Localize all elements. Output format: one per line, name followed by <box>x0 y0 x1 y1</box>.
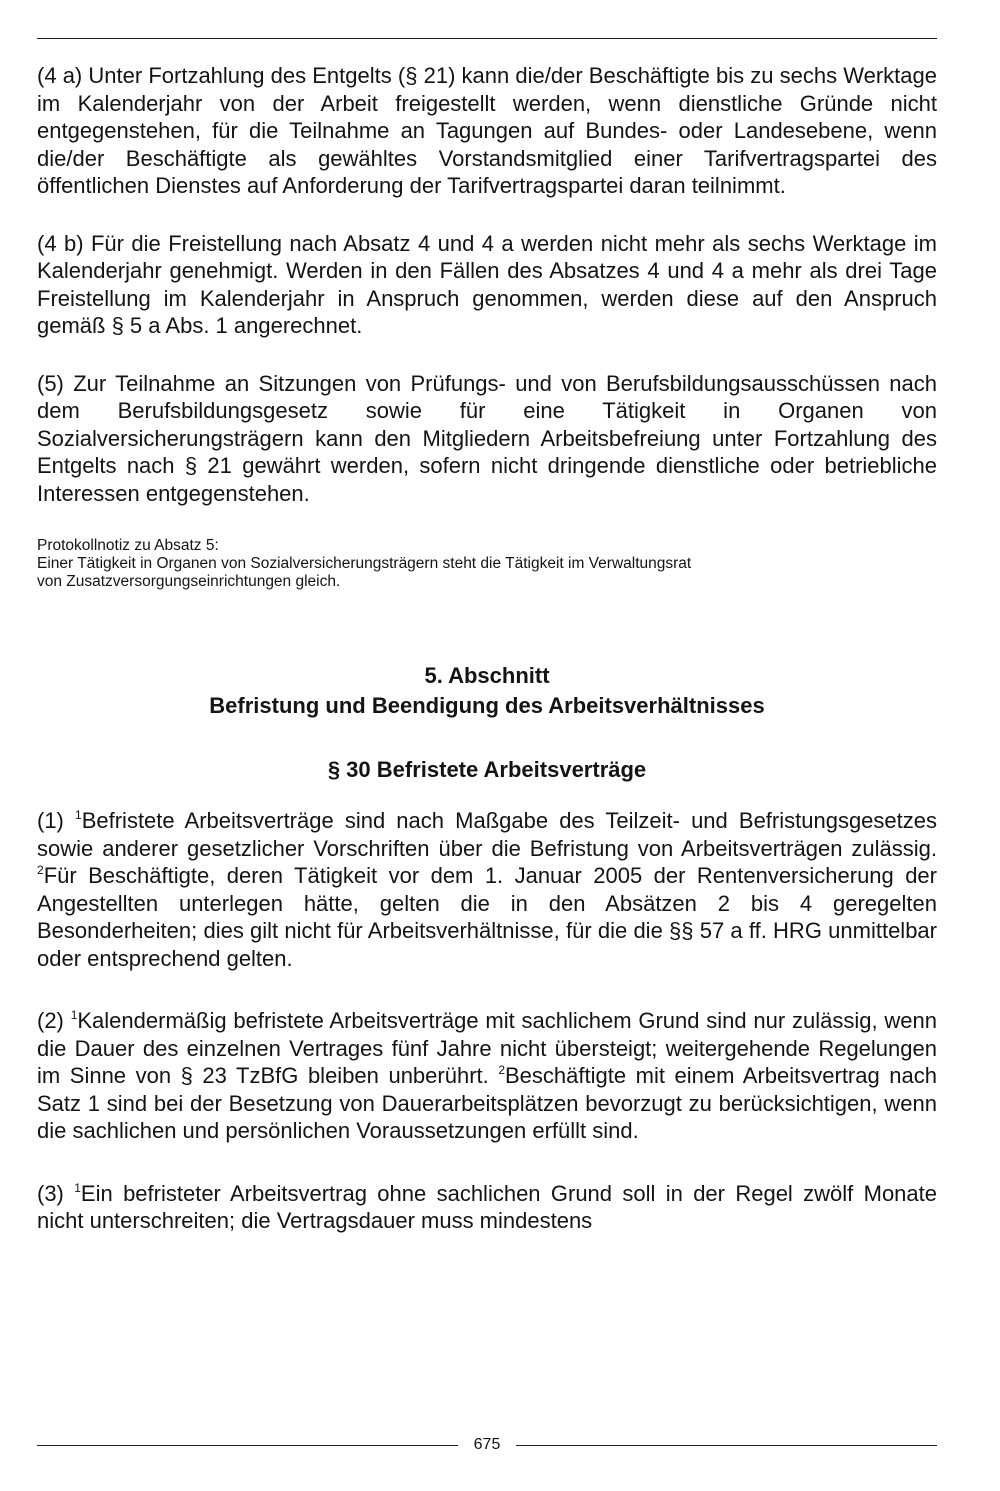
footer-rule-left <box>37 1445 458 1446</box>
section-title: Befristung und Beendigung des Arbeitsverhältnisses <box>209 693 765 718</box>
paragraph-4a: (4 a) Unter Fortzahlung des Entgelts (§ 21) kann die/der Beschäftigte bis zu sechs Werktage im Kalenderjahr von der Arbeit freigestellt werden, wenn dienstliche Gründe nicht entgegenstehen, für die Teilnahme an Tagungen auf Bundes- oder Landesebene, wenn die/der Beschäftigte als gewähltes Vorstandsmitglied einer Tarifvertragspartei des öffentlichen Dienstes auf Anforderung der Tarifvertragspartei daran teilnimmt. <box>37 63 937 198</box>
sentence-text: Kalendermäßig befristete Arbeitsverträge mit sachlichem Grund sind nur zulässig, wenn die Dauer des einzelnen Vertrages fünf Jahre nicht übersteigt; weitergehende Regelungen im Sinne von § 23 TzBfG bleiben unberührt. <box>37 1008 938 1088</box>
paragraph-30-1 <box>37 807 937 972</box>
paragraph-label: (2) <box>37 1008 71 1033</box>
footer-rule-right <box>516 1445 937 1446</box>
protocol-note-heading: Protokollnotiz zu Absatz 5: <box>37 537 219 554</box>
sentence-text: Ein befristeter Arbeitsvertrag ohne sachlichen Grund soll in der Regel zwölf Monate nicht unterschreiten; die Vertragsdauer muss mindestens <box>37 1180 938 1233</box>
protocol-note-line: Einer Tätigkeit in Organen von Sozialversicherungsträgern steht die Tätigkeit im Verwaltungsrat <box>37 555 692 572</box>
sentence-text: Beschäftigte mit einem Arbeitsvertrag nach Satz 1 sind bei der Besetzung von Dauerarbeitsplätzen bevorzugt zu berücksichtigen, wenn die sachlichen und persönlichen Voraussetzungen erfüllt sind. <box>37 1063 937 1143</box>
paragraph-label: (1) <box>37 808 76 833</box>
sentence-number: 2 <box>498 1063 505 1077</box>
sentence-number: 1 <box>75 808 82 822</box>
page-number: 675 <box>473 1436 501 1453</box>
paragraph-30-3 <box>37 1180 937 1235</box>
paragraph-heading: § 30 Befristete Arbeitsverträge <box>327 757 647 782</box>
section-heading <box>37 661 937 721</box>
top-rule <box>37 38 937 39</box>
sentence-number: 2 <box>37 863 44 877</box>
section-number: 5. Abschnitt <box>424 663 550 688</box>
paragraph-4b: (4 b) Für die Freistellung nach Absatz 4 und 4 a werden nicht mehr als sechs Werktage im Kalenderjahr genehmigt. Werden in den Fällen des Absatzes 4 und 4 a mehr als drei Tage Freistellung im Kalenderjahr in Anspruch genommen, werden diese auf den Anspruch gemäß § 5 a Abs. 1 angerechnet. <box>37 230 937 338</box>
sentence-number: 1 <box>70 1008 78 1022</box>
paragraph-5: (5) Zur Teilnahme an Sitzungen von Prüfungs- und von Berufsbildungsausschüssen nach dem Berufsbildungsgesetz sowie für eine Tätigkeit in Organen von Sozialversicherungsträgern kann den Mitgliedern Arbeitsbefreiung unter Fortzahlung des Entgelts nach § 21 gewährt werden, sofern nicht dringende dienstliche oder betriebliche Interessen entgegenstehen. <box>37 370 937 506</box>
sentence-number: 1 <box>74 1180 81 1195</box>
protocol-note <box>37 537 937 591</box>
page-content <box>37 62 937 1235</box>
protocol-note-line: von Zusatzversorgungseinrichtungen gleich. <box>37 573 341 590</box>
page-footer <box>37 1433 937 1457</box>
sentence-text: Für Beschäftigte, deren Tätigkeit vor dem 1. Januar 2005 der Rentenversicherung der Angestellten unterlegen hätte, gelten die in den Absätzen 2 bis 4 geregelten Besonderheiten; dies gilt nicht für Arbeitsverhältnisse, für die die §§ 57 a ff. HRG unmittelbar oder entsprechend gelten. <box>37 863 937 971</box>
sentence-text: Befristete Arbeitsverträge sind nach Maßgabe des Teilzeit- und Befristungsgesetzes sowie anderer gesetzlicher Vorschriften über die Befristung von Arbeitsverträgen zulässig. <box>37 808 938 861</box>
paragraph-30-2 <box>37 1007 937 1145</box>
paragraph-label: (3) <box>37 1180 75 1206</box>
